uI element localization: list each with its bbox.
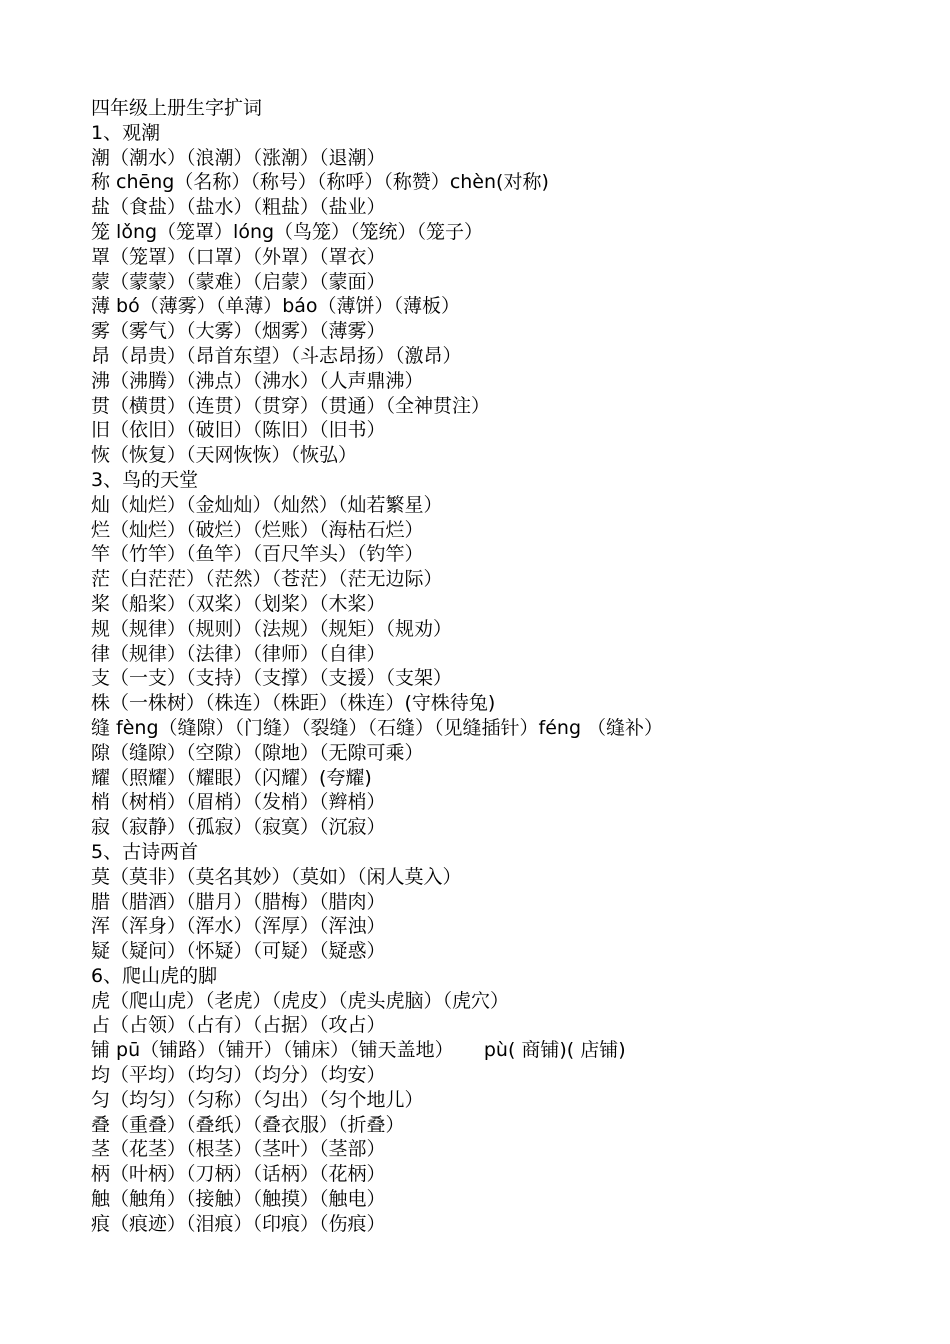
text-line: 寂（寂静）（孤寂）（寂寞）（沉寂）: [91, 816, 386, 839]
text-line: 3、鸟的天堂: [91, 468, 199, 491]
text-line: 雾（雾气）（大雾）（烟雾）（薄雾）: [91, 320, 386, 343]
text-line: 规（规律）（规则）（法规）（规矩）（规劝）: [91, 617, 453, 640]
text-line: 潮（潮水）（浪潮）（涨潮）（退潮）: [91, 146, 386, 169]
text-line: 莫（莫非）（莫名其妙）（莫如）（闲人莫入）: [91, 865, 462, 888]
text-line: 6、爬山虎的脚: [91, 964, 218, 987]
text-line: 茫（白茫茫）（茫然）（苍茫）（茫无边际）: [91, 568, 443, 591]
text-line: 贯（横贯）（连贯）（贯穿）（贯通）（全神贯注）: [91, 394, 491, 417]
document-title: 四年级上册生字扩词: [91, 97, 263, 119]
text-line: 浑（浑身）（浑水）（浑厚）（浑浊）: [91, 915, 386, 938]
text-line: 茎（花茎）（根茎）（茎叶）（茎部）: [91, 1138, 386, 1161]
text-line: 铺 pū（铺路）（铺开）（铺床）（铺天盖地） pù( 商铺)( 店铺): [91, 1039, 626, 1062]
text-line: 罩（笼罩）（口罩）（外罩）（罩衣）: [91, 245, 386, 268]
text-line: 灿（灿烂）（金灿灿）（灿然）（灿若繁星）: [91, 493, 443, 516]
text-line: 占（占领）（占有）（占据）（攻占）: [91, 1014, 386, 1037]
text-line: 旧（依旧）（破旧）（陈旧）（旧书）: [91, 419, 386, 442]
text-line: 均（平均）（均匀）（均分）（均安）: [91, 1064, 386, 1087]
text-line: 梢（树梢）（眉梢）（发梢）（辫梢）: [91, 791, 386, 814]
text-line: 昂（昂贵）（昂首东望）（斗志昂扬）（激昂）: [91, 344, 462, 367]
text-line: 烂（灿烂）（破烂）（烂账）（海枯石烂）: [91, 518, 424, 541]
text-line: 株（一株树）（株连）（株距）（株连）(守株待兔): [91, 692, 496, 715]
text-line: 5、古诗两首: [91, 840, 199, 863]
text-line: 柄（叶柄）（刀柄）（话柄）（花柄）: [91, 1163, 386, 1186]
text-line: 沸（沸腾）（沸点）（沸水）（人声鼎沸）: [91, 369, 424, 392]
text-line: 薄 bó（薄雾）（单薄）báo（薄饼）（薄板）: [91, 295, 461, 318]
text-line: 1、观潮: [91, 121, 161, 144]
text-line: 匀（均匀）（匀称）（匀出）（匀个地儿）: [91, 1088, 424, 1111]
text-line: 支（一支）（支持）（支撑）（支援）（支架）: [91, 667, 453, 690]
text-line: 耀（照耀）（耀眼）（闪耀）(夸耀): [91, 766, 372, 789]
text-line: 竿（竹竿）（鱼竿）（百尺竿头）（钓竿）: [91, 543, 424, 566]
text-line: 蒙（蒙蒙）（蒙难）（启蒙）（蒙面）: [91, 270, 386, 293]
text-line: 律（规律）（法律）（律师）（自律）: [91, 642, 386, 665]
text-line: 隙（缝隙）（空隙）（隙地）（无隙可乘）: [91, 741, 424, 764]
text-line: 称 chēng（名称）（称号）（称呼）（称赞）chèn(对称): [91, 171, 549, 194]
text-line: 腊（腊酒）（腊月）（腊梅）（腊肉）: [91, 890, 386, 913]
text-line: 缝 fèng（缝隙）（门缝）（裂缝）（石缝）（见缝插针）féng （缝补）: [91, 716, 664, 739]
text-line: 触（触角）（接触）（触摸）（触电）: [91, 1188, 386, 1211]
text-line: 桨（船桨）（双桨）（划桨）（木桨）: [91, 592, 386, 615]
text-line: 盐（食盐）（盐水）（粗盐）（盐业）: [91, 196, 386, 219]
text-line: 笼 lǒng（笼罩）lóng（鸟笼）（笼统）（笼子）: [91, 220, 484, 243]
text-line: 叠（重叠）（叠纸）（叠衣服）（折叠）: [91, 1113, 405, 1136]
text-line: 疑（疑问）（怀疑）（可疑）（疑惑）: [91, 940, 386, 963]
document-body: [91, 96, 931, 1237]
text-line: 痕（痕迹）（泪痕）（印痕）（伤痕）: [91, 1212, 386, 1235]
text-line: 恢（恢复）（天网恢恢）（恢弘）: [91, 444, 358, 467]
text-line: 虎（爬山虎）（老虎）（虎皮）（虎头虎脑）（虎穴）: [91, 989, 510, 1012]
